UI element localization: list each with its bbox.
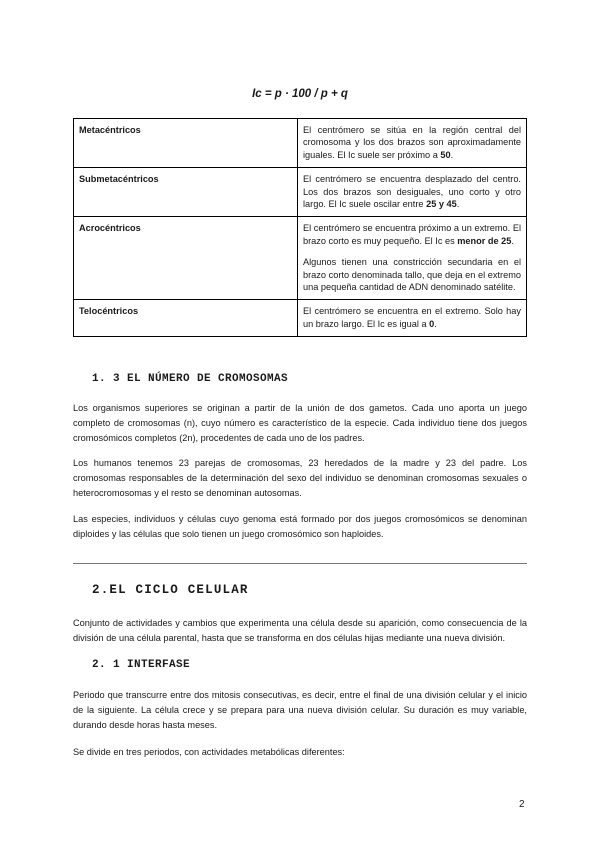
description-text-end: . [511,235,514,246]
table-row [74,217,527,300]
emphasized-value: menor de 25 [457,235,512,246]
chromosome-type-cell: Submetacéntricos [74,168,298,217]
description-text-end: . [456,199,460,210]
description-text: El centrómero se encuentra en el extremo. Solo hay un brazo largo. El Ic es igual a [303,306,521,329]
description-text: El centrómero se encuentra desplazado del centro. Los dos brazos son desiguales, uno corto y otro largo. El Ic suele oscilar entre [303,174,521,210]
page-number: 2 [519,799,525,810]
emphasized-value: 50 [440,149,451,160]
description-paragraph [303,222,521,247]
description-paragraph [303,173,521,210]
chromosome-description-cell [298,300,527,337]
paragraph-gametes: Los organismos superiores se originan a partir de la unión de dos gametos. Cada uno aporta un juego completo de cromosomas (n), cuyo número es característico de la especie. Cada individuo tiene dos juegos cromosómicos completos (2n), procedentes de cada uno de los padres. [73,403,527,444]
paragraph-cell-cycle-definition: Conjunto de actividades y cambios que experimenta una célula desde su aparición, como consecuencia de la división de una célula parental, hasta que se transforma en dos células hijas mediante una nueva división. [73,618,527,644]
emphasized-value: 25 y 45 [426,199,457,210]
description-text: Algunos tienen una constricción secundaria en el brazo corto denominada tallo, que deja en el extremo una pequeña cantidad de ADN denominado satélite. [303,257,521,293]
table-row [74,119,527,168]
paragraph-interphase-definition: Periodo que transcurre entre dos mitosis consecutivas, es decir, entre el final de una división celular y el inicio de la siguiente. La célula crece y se prepara para una nueva división celular. Su duración es muy variable, durando desde horas hasta meses. [73,690,527,731]
description-text: El centrómero se sitúa en la región central del cromosoma y los dos brazos son aproximadamente iguales. El Ic suele ser próximo a [303,125,521,160]
karyotype-index-formula: Ic = p · 100 / p + q [252,88,348,100]
table-row [74,168,527,217]
chromosome-description-cell [298,217,527,300]
chromosome-description-cell [298,119,527,168]
description-text-end: . [434,318,437,329]
description-paragraph [303,256,521,293]
section-heading-interphase: 2. 1 INTERFASE [92,659,191,671]
chromosome-description-cell [298,168,527,217]
section-divider [73,563,527,564]
description-text-end: . [450,149,454,160]
paragraph-interphase-periods: Se divide en tres periodos, con actividades metabólicas diferentes: [73,747,345,757]
centromere-classification-table [73,118,527,337]
paragraph-human-chromosomes: Los humanos tenemos 23 parejas de cromosomas, 23 heredados de la madre y 23 del padre. Los cromosomas responsables de la determinación del sexo del individuo se denominan cromosomas sexuales o heterocromosomas y el resto se denominan autosomas. [73,458,527,499]
paragraph-diploid-haploid: Las especies, individuos y células cuyo genoma está formado por dos juegos cromosómicos se denominan diploides y las células que solo tienen un juego cromosómico son haploides. [73,514,527,540]
description-text: El centrómero se encuentra próximo a un extremo. El brazo corto es muy pequeño. El Ic es [303,223,521,246]
description-paragraph [303,305,521,330]
section-heading-cell-cycle: 2.EL CICLO CELULAR [92,583,249,597]
chromosome-type-cell: Metacéntricos [74,119,298,168]
section-heading-chromosome-number: 1. 3 EL NÚMERO DE CROMOSOMAS [92,373,289,385]
description-paragraph [303,124,521,161]
chromosome-type-cell: Telocéntricos [74,300,298,337]
table-row [74,300,527,337]
emphasized-value: 0 [429,318,435,329]
chromosome-type-cell: Acrocéntricos [74,217,298,300]
